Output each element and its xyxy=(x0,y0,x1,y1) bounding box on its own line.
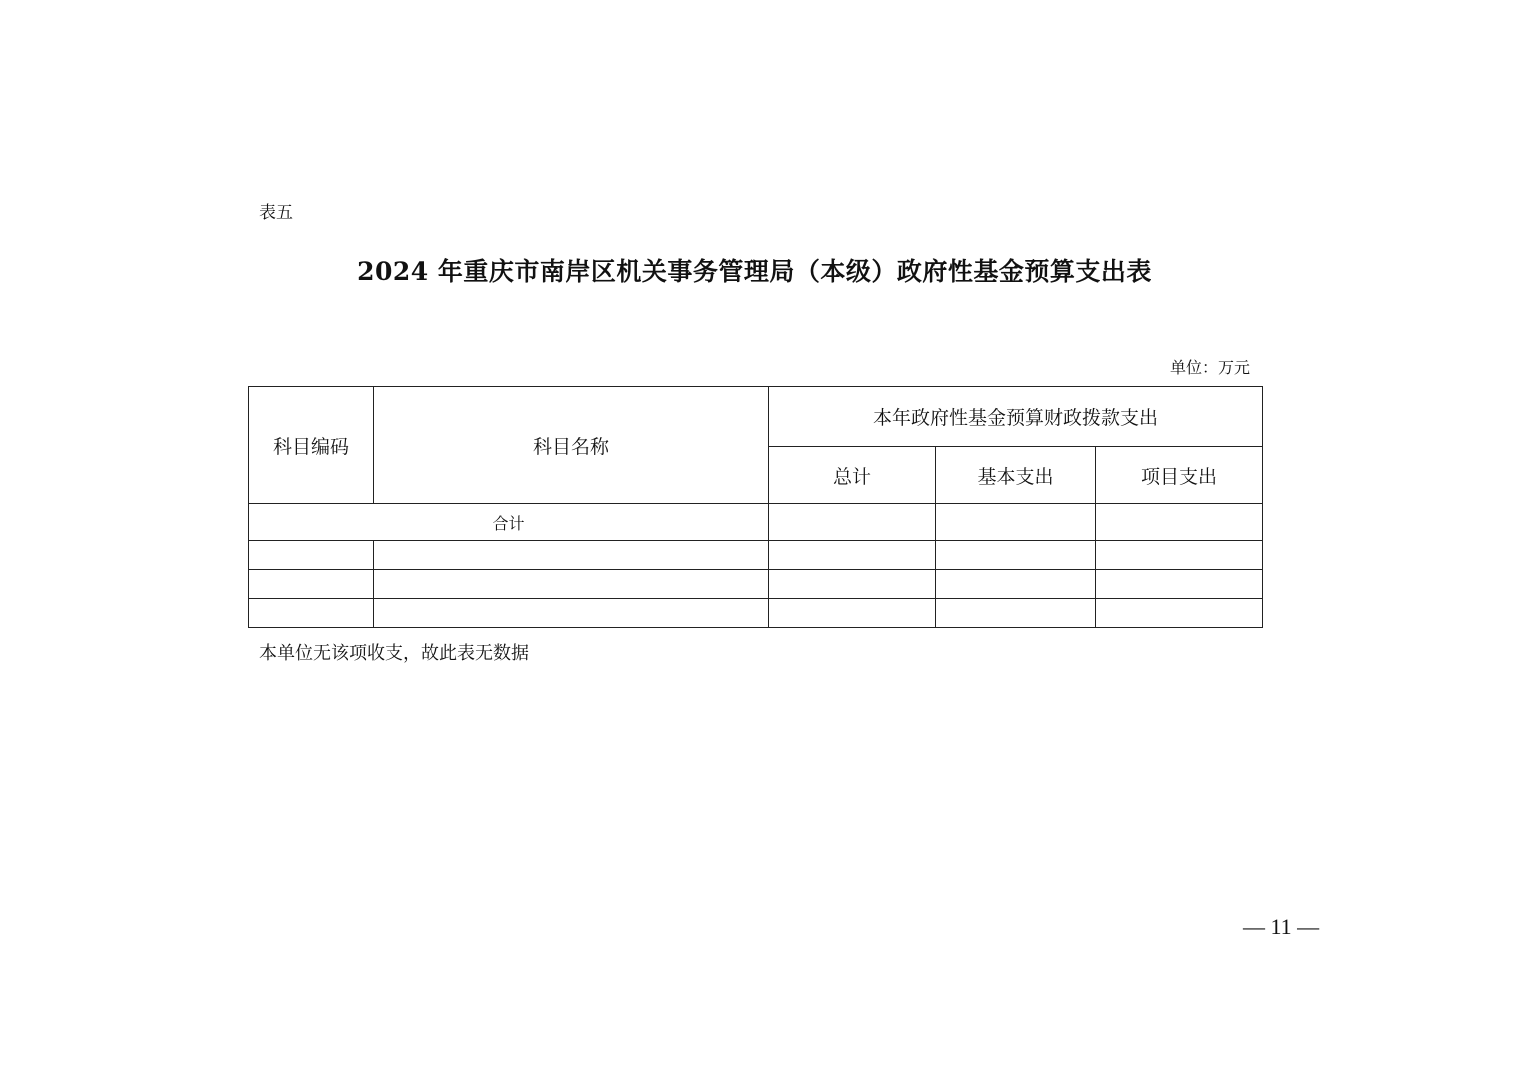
total-cell-project xyxy=(1096,504,1263,541)
unit-label: 单位：万元 xyxy=(1169,358,1250,377)
page-number: — 11 — xyxy=(1243,914,1320,939)
cell-code xyxy=(249,541,374,570)
table-label: 表五 xyxy=(259,203,293,223)
table-row xyxy=(249,570,1263,599)
total-cell-basic xyxy=(936,504,1096,541)
header-project-expense: 项目支出 xyxy=(1096,447,1263,504)
header-subject-name: 科目名称 xyxy=(374,387,769,504)
cell-total xyxy=(769,599,936,628)
no-data-note: 本单位无该项收支，故此表无数据 xyxy=(259,643,529,664)
cell-total xyxy=(769,570,936,599)
cell-code xyxy=(249,599,374,628)
header-row xyxy=(249,387,1263,447)
table-row xyxy=(249,541,1263,570)
header-total: 总计 xyxy=(769,447,936,504)
total-cell-total xyxy=(769,504,936,541)
total-row xyxy=(249,504,1263,541)
cell-basic xyxy=(936,541,1096,570)
cell-basic xyxy=(936,599,1096,628)
cell-name xyxy=(374,599,769,628)
cell-project xyxy=(1096,599,1263,628)
cell-code xyxy=(249,570,374,599)
budget-table xyxy=(248,386,1263,628)
header-basic-expense: 基本支出 xyxy=(936,447,1096,504)
cell-name xyxy=(374,570,769,599)
cell-basic xyxy=(936,570,1096,599)
cell-name xyxy=(374,541,769,570)
cell-project xyxy=(1096,541,1263,570)
header-appropriation-group: 本年政府性基金预算财政拨款支出 xyxy=(769,387,1263,447)
cell-total xyxy=(769,541,936,570)
document-title: 2024 年重庆市南岸区机关事务管理局（本级）政府性基金预算支出表 xyxy=(357,257,1152,286)
header-subject-code: 科目编码 xyxy=(249,387,374,504)
total-label: 合计 xyxy=(249,504,769,541)
table-row xyxy=(249,599,1263,628)
cell-project xyxy=(1096,570,1263,599)
